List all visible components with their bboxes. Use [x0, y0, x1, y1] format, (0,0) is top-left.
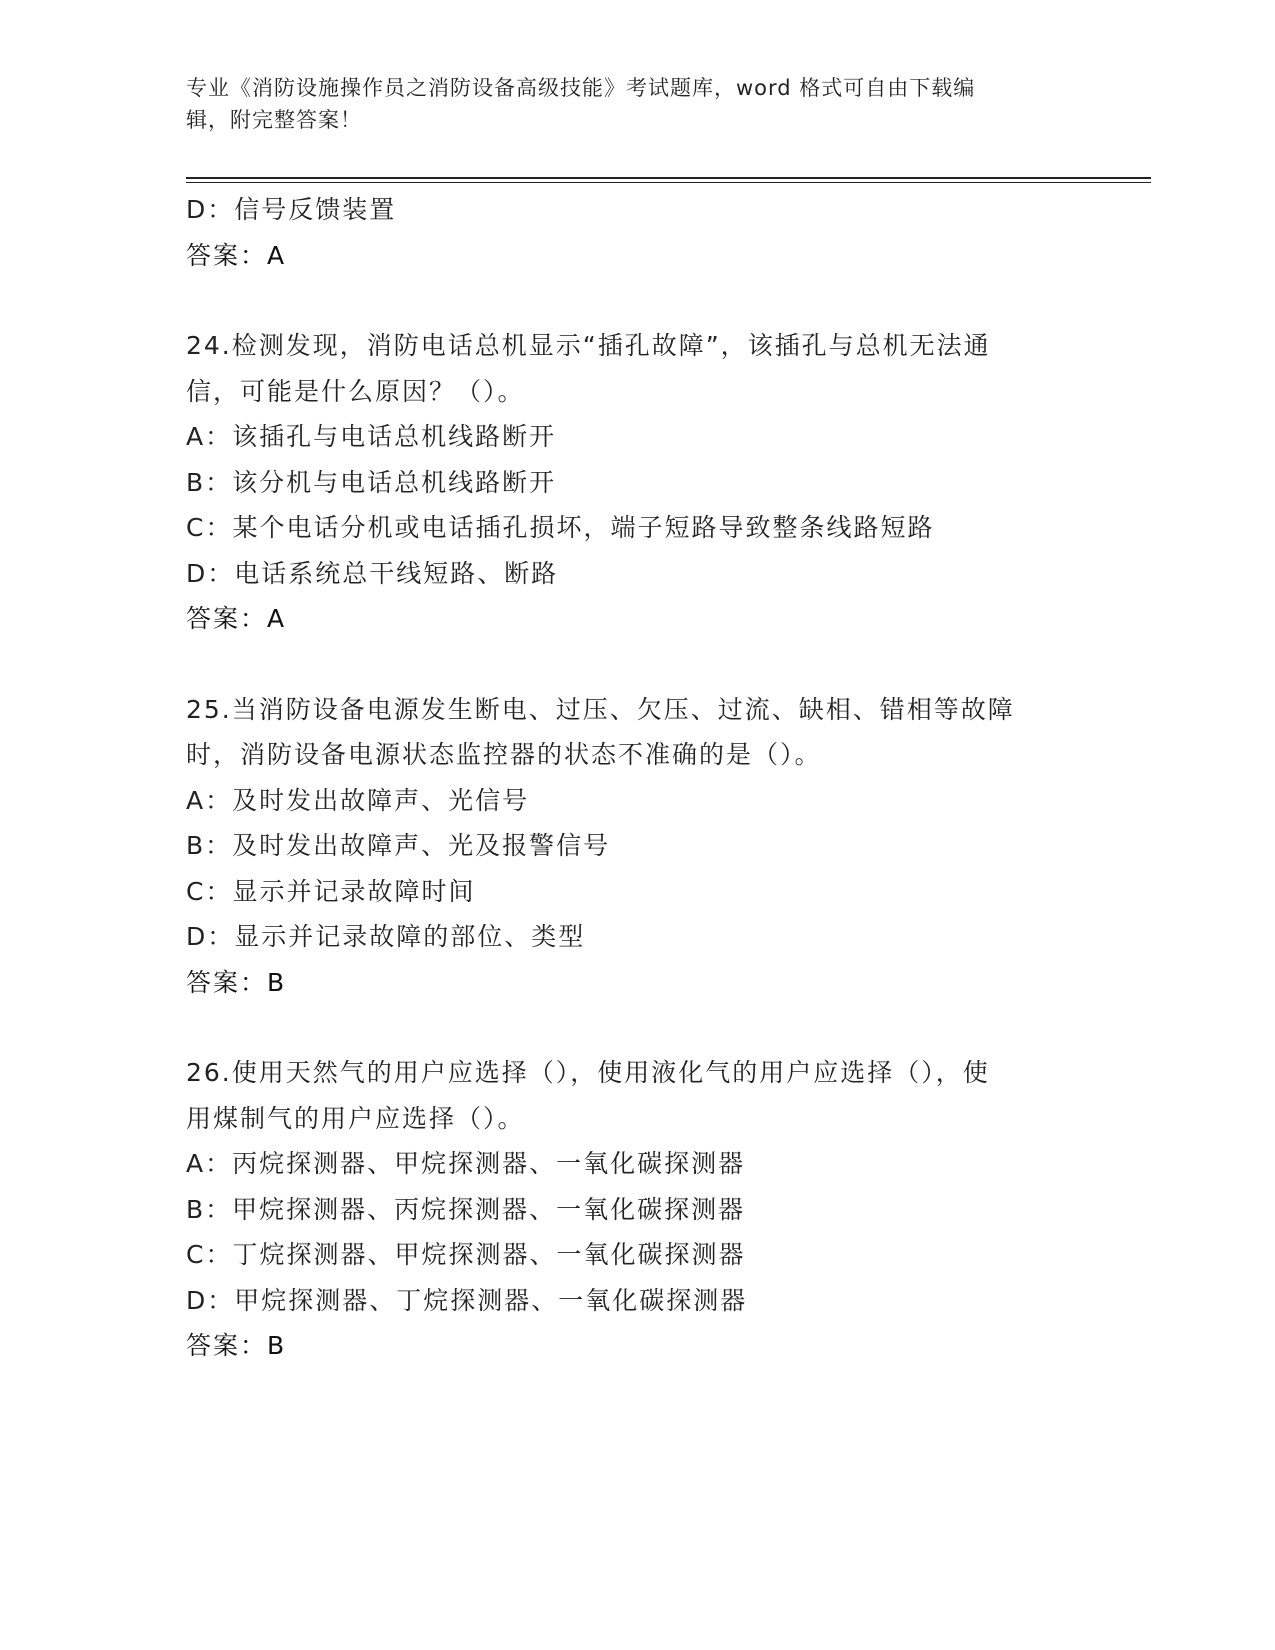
question-text-line-1: 25.当消防设备电源发生断电、过压、欠压、过流、缺相、错相等故障 [186, 694, 1015, 724]
header-line-2: 辑，附完整答案！ [186, 108, 362, 132]
option-a: A：该插孔与电话总机线路断开 [186, 422, 557, 451]
question-list [186, 187, 1076, 1414]
answer-line: 答案：B [186, 967, 287, 997]
previous-question-tail [186, 187, 1076, 278]
header-divider-thick [186, 177, 1151, 179]
option-c: C：某个电话分机或电话插孔损坏，端子短路导致整条线路短路 [186, 513, 935, 542]
option-b: B：该分机与电话总机线路断开 [186, 467, 557, 497]
option-c: C：显示并记录故障时间 [186, 876, 476, 906]
question-26 [186, 1050, 1076, 1369]
question-text-line-2: 用煤制气的用户应选择（）。 [186, 1103, 525, 1133]
question-24 [186, 323, 1076, 642]
option-d: D：电话系统总干线短路、断路 [186, 558, 559, 588]
option-b: B：及时发出故障声、光及报警信号 [186, 831, 611, 860]
question-text-line-2: 时，消防设备电源状态监控器的状态不准确的是（）。 [186, 740, 822, 769]
option-d: D：显示并记录故障的部位、类型 [186, 922, 586, 951]
header-divider-thin [186, 182, 1151, 183]
option-b: B：甲烷探测器、丙烷探测器、一氧化碳探测器 [186, 1194, 746, 1224]
option-a: A：丙烷探测器、甲烷探测器、一氧化碳探测器 [186, 1149, 746, 1178]
question-25 [186, 687, 1076, 1006]
option-d: D：信号反馈装置 [186, 195, 397, 224]
question-text-line-1: 24.检测发现，消防电话总机显示“插孔故障”，该插孔与总机无法通 [186, 331, 991, 360]
option-a: A：及时发出故障声、光信号 [186, 785, 530, 815]
question-text-line-1: 26.使用天然气的用户应选择（），使用液化气的用户应选择（），使 [186, 1058, 990, 1087]
question-text-line-2: 信，可能是什么原因？（）。 [186, 376, 525, 406]
header-line-1: 专业《消防设施操作员之消防设备高级技能》考试题库，word 格式可自由下载编 [186, 76, 976, 100]
option-c: C：丁烷探测器、甲烷探测器、一氧化碳探测器 [186, 1240, 746, 1269]
answer-line: 答案：B [186, 1331, 287, 1360]
answer-line: 答案：A [186, 604, 287, 633]
answer-line: 答案：A [186, 240, 287, 270]
page-header [186, 72, 1066, 136]
option-d: D：甲烷探测器、丁烷探测器、一氧化碳探测器 [186, 1285, 748, 1315]
